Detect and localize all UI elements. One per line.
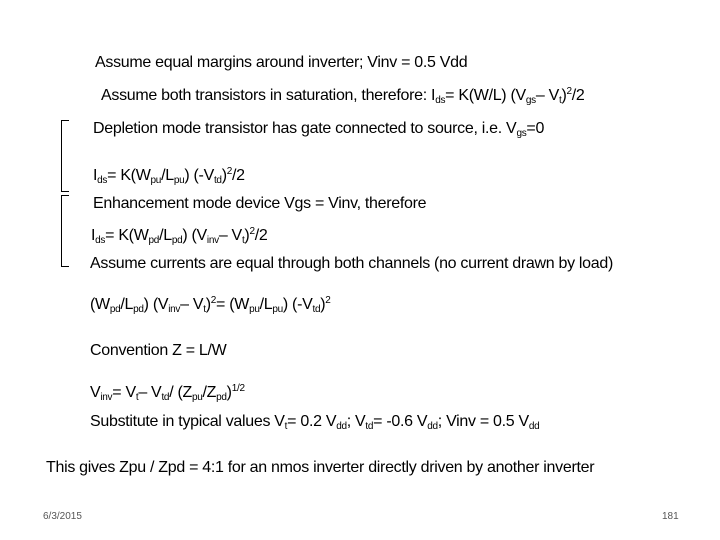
text-pulldown-current-equation: $I_{ds}= K(W_{pd}/L_{pd})$ ($V_{inv}-$ $V_t)^2/2$ <box>91 226 268 246</box>
text-equated-currents-equation: $(W_{pd}/L_{pd})$ ($V_{inv}-$ $V_t)^2= (W_{pu}/L_{pu})$ $(-V_{td})^2$ <box>90 295 331 315</box>
text-equal-currents: Assume currents are equal through both channels (no current drawn by load) <box>90 255 613 272</box>
text-typical-values: Substitute in typical values $V_t= 0.2$ $V_{dd}$; $V_{td}= -0.6$ $V_{dd}$; Vinv = 0.5 $V_{dd}$ <box>90 413 540 432</box>
text-enhancement-mode: Enhancement mode device Vgs = Vinv, therefore <box>93 195 427 212</box>
text-conclusion: This gives Zpu / Zpd = 4:1 for an nmos inverter directly driven by another inverter <box>46 459 595 476</box>
footer-page-number: 181 <box>662 511 679 522</box>
bracket-depletion <box>61 120 69 192</box>
bracket-enhancement <box>61 195 69 267</box>
text-pullup-current-equation: $I_{ds}= K(W_{pu}/L_{pu})$ $(-V_{td})^2/2$ <box>93 166 245 186</box>
text-convention: Convention Z = L/W <box>90 342 227 359</box>
text-saturation-equation: Assume both transistors in saturation, therefore: $I_{ds}= K(W/L)$ ($V_{gs}-$ $V_t)^2/2$ <box>101 86 585 106</box>
footer-date: 6/3/2015 <box>43 511 82 522</box>
text-vinv-equation: $V_{inv}= V_t-$ $V_{td}/$ $(Z_{pu}/Z_{pd})^{1/2}$ <box>90 383 245 403</box>
text-margins-assumption: Assume equal margins around inverter; Vinv = 0.5 Vdd <box>95 54 468 71</box>
text-depletion-mode: Depletion mode transistor has gate connected to source, i.e. $V_{gs}=0$ <box>93 120 545 139</box>
